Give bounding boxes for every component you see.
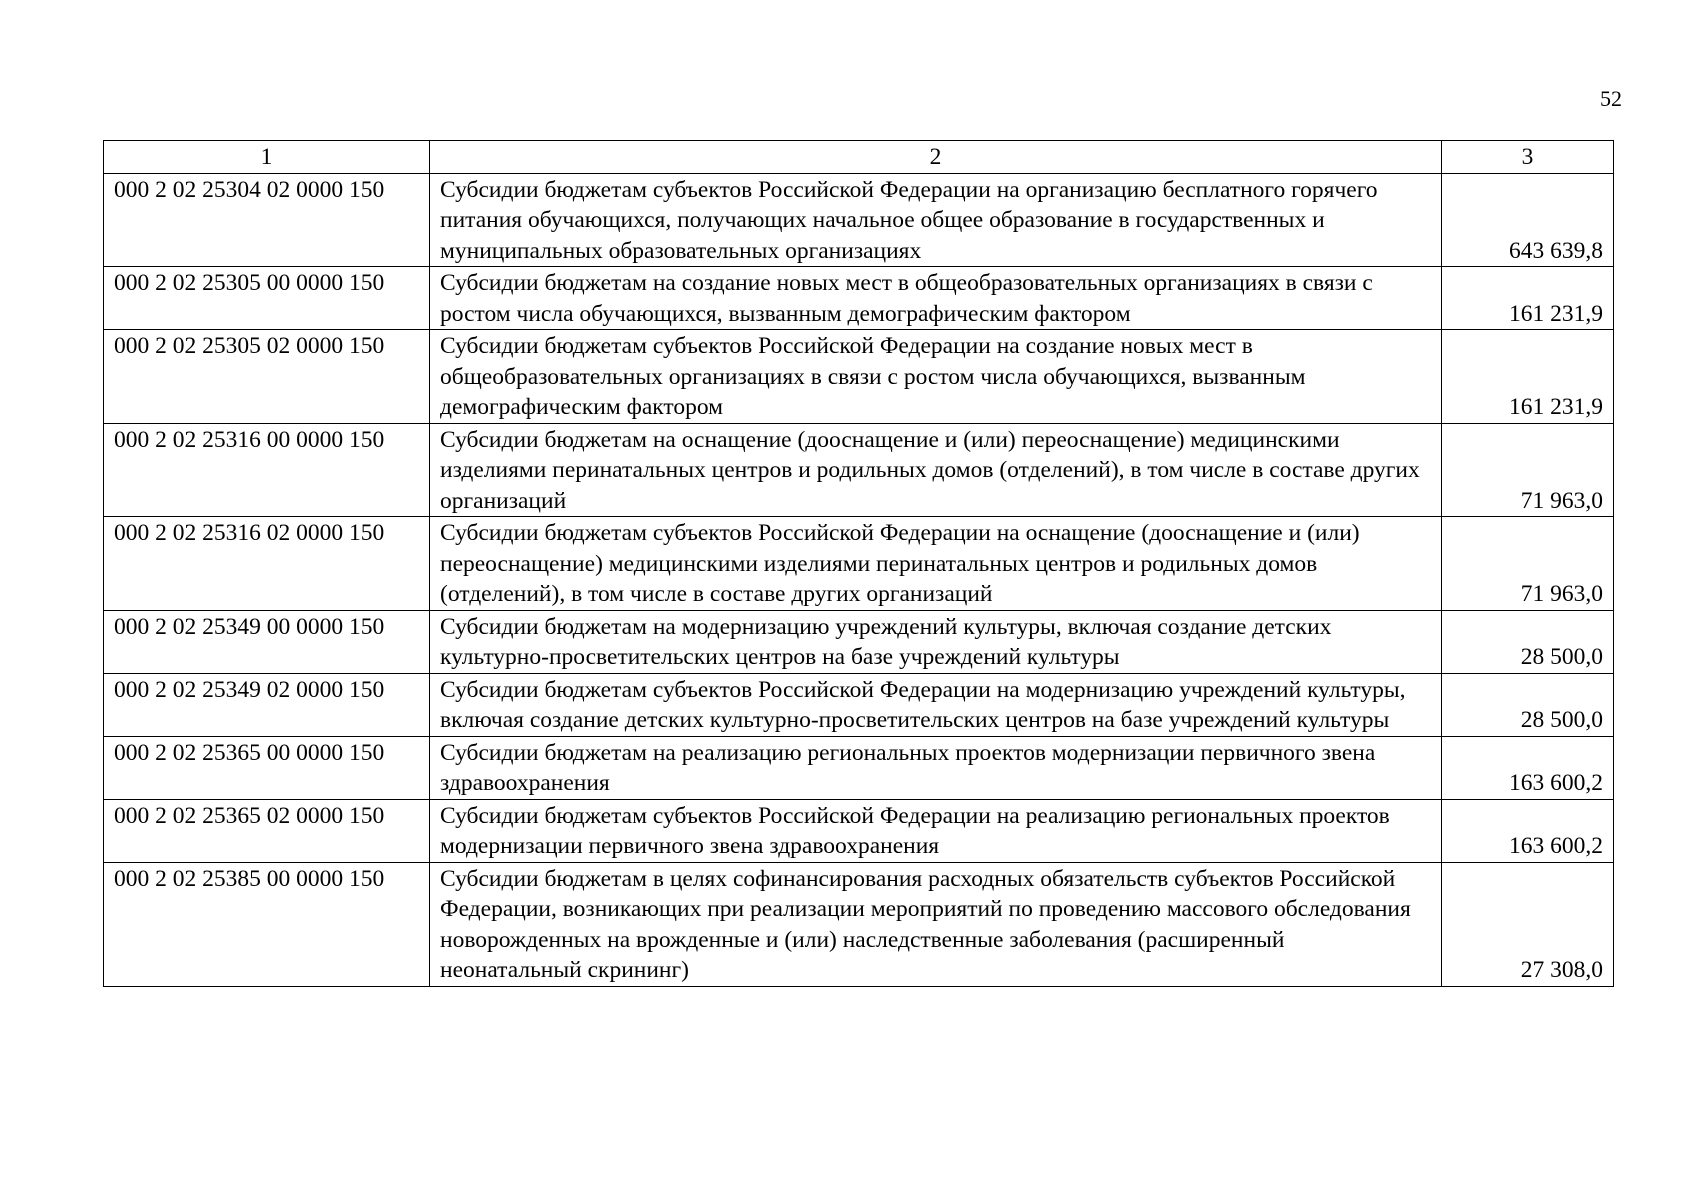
header-row xyxy=(104,141,1614,174)
row-code: 000 2 02 25349 00 0000 150 xyxy=(104,610,430,673)
row-code: 000 2 02 25365 02 0000 150 xyxy=(104,799,430,862)
row-name: Субсидии бюджетам на оснащение (дооснащение и (или) переоснащение) медицинскими изделиями перинатальных центров и родильных домов (отделений), в том числе в составе других организаций xyxy=(430,423,1442,517)
table-row xyxy=(104,267,1614,330)
row-name: Субсидии бюджетам на создание новых мест в общеобразовательных организациях в связи с ростом числа обучающихся, вызванным демографическим фактором xyxy=(430,267,1442,330)
row-code: 000 2 02 25316 00 0000 150 xyxy=(104,423,430,517)
row-amount: 643 639,8 xyxy=(1442,173,1614,267)
row-amount: 28 500,0 xyxy=(1442,610,1614,673)
column-header-name: 2 xyxy=(430,141,1442,174)
row-name: Субсидии бюджетам субъектов Российской Федерации на реализацию региональных проектов модернизации первичного звена здравоохранения xyxy=(430,799,1442,862)
column-header-amount: 3 xyxy=(1442,141,1614,174)
budget-table xyxy=(103,140,1614,987)
row-amount: 161 231,9 xyxy=(1442,267,1614,330)
row-name: Субсидии бюджетам субъектов Российской Федерации на создание новых мест в общеобразовательных организациях в связи с ростом числа обучающихся, вызванным демографическим фактором xyxy=(430,330,1442,424)
row-name: Субсидии бюджетам субъектов Российской Федерации на организацию бесплатного горячего питания обучающихся, получающих начальное общее образование в государственных и муниципальных образовательных организациях xyxy=(430,173,1442,267)
row-amount: 161 231,9 xyxy=(1442,330,1614,424)
row-code: 000 2 02 25349 02 0000 150 xyxy=(104,673,430,736)
row-amount: 163 600,2 xyxy=(1442,799,1614,862)
row-name: Субсидии бюджетам на модернизацию учреждений культуры, включая создание детских культурно-просветительских центров на базе учреждений культуры xyxy=(430,610,1442,673)
table-row xyxy=(104,736,1614,799)
table-row xyxy=(104,517,1614,611)
table-row xyxy=(104,610,1614,673)
column-header-code: 1 xyxy=(104,141,430,174)
table-row xyxy=(104,173,1614,267)
row-amount: 28 500,0 xyxy=(1442,673,1614,736)
row-code: 000 2 02 25316 02 0000 150 xyxy=(104,517,430,611)
table-row xyxy=(104,799,1614,862)
row-name: Субсидии бюджетам субъектов Российской Федерации на оснащение (дооснащение и (или) переоснащение) медицинскими изделиями перинатальных центров и родильных домов (отделений), в том числе в составе других организаций xyxy=(430,517,1442,611)
row-name: Субсидии бюджетам в целях софинансирования расходных обязательств субъектов Российской Федерации, возникающих при реализации мероприятий по проведению массового обследования новорожденных на врожденные и (или) наследственные заболевания (расширенный неонатальный скрининг) xyxy=(430,862,1442,986)
table-row xyxy=(104,673,1614,736)
row-amount: 71 963,0 xyxy=(1442,423,1614,517)
table-row xyxy=(104,423,1614,517)
row-amount: 163 600,2 xyxy=(1442,736,1614,799)
row-amount: 71 963,0 xyxy=(1442,517,1614,611)
row-code: 000 2 02 25304 02 0000 150 xyxy=(104,173,430,267)
row-code: 000 2 02 25365 00 0000 150 xyxy=(104,736,430,799)
row-code: 000 2 02 25385 00 0000 150 xyxy=(104,862,430,986)
table-row xyxy=(104,862,1614,986)
row-amount: 27 308,0 xyxy=(1442,862,1614,986)
page-number: 52 xyxy=(1600,86,1622,111)
row-code: 000 2 02 25305 00 0000 150 xyxy=(104,267,430,330)
row-name: Субсидии бюджетам субъектов Российской Федерации на модернизацию учреждений культуры, включая создание детских культурно-просветительских центров на базе учреждений культуры xyxy=(430,673,1442,736)
row-code: 000 2 02 25305 02 0000 150 xyxy=(104,330,430,424)
table-row xyxy=(104,330,1614,424)
row-name: Субсидии бюджетам на реализацию региональных проектов модернизации первичного звена здравоохранения xyxy=(430,736,1442,799)
